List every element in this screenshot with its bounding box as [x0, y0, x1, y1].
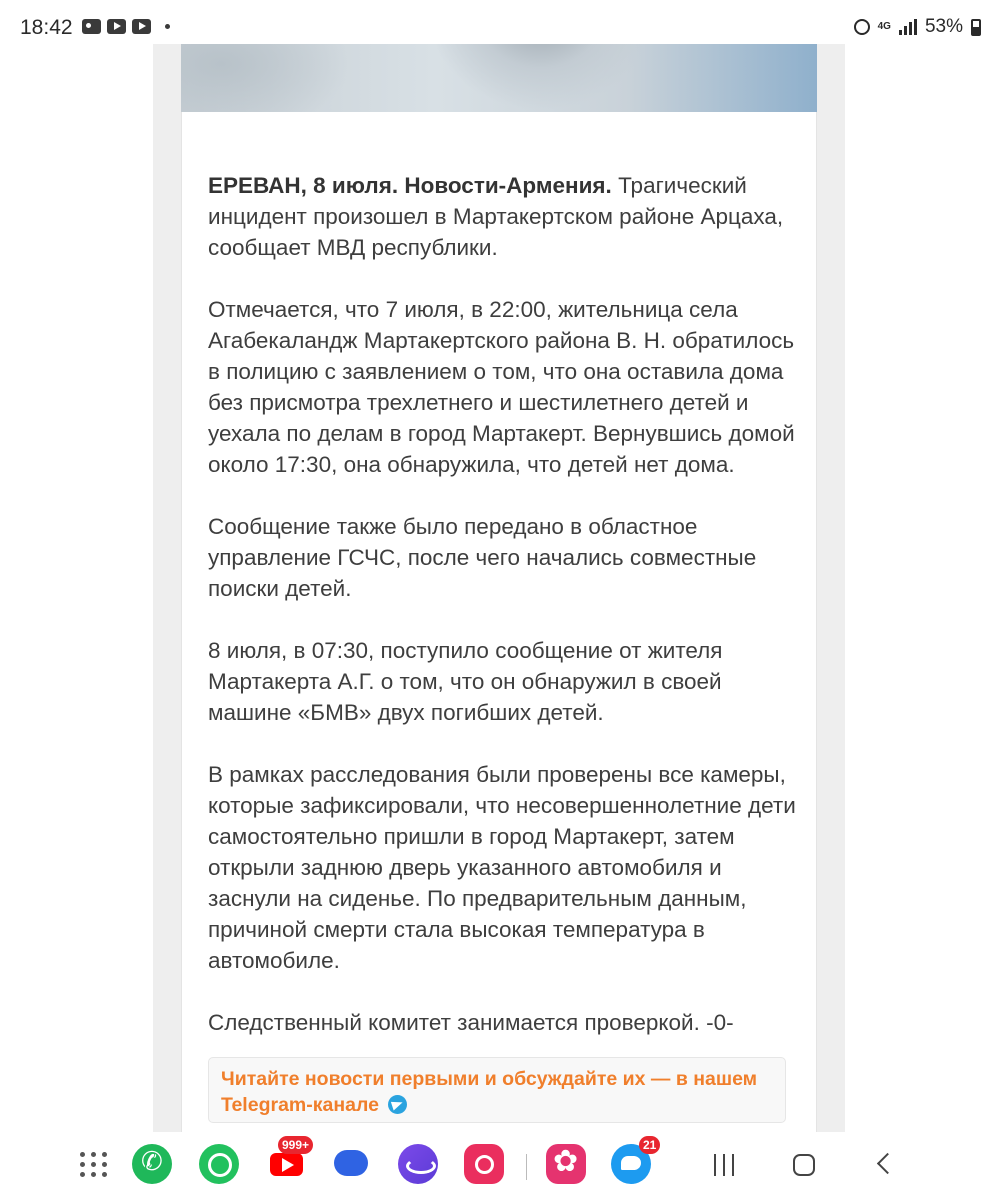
camera-icon[interactable]: [464, 1144, 504, 1184]
twitter-icon[interactable]: [611, 1138, 657, 1184]
left-gutter: [153, 44, 181, 1132]
taskbar-divider: [526, 1154, 527, 1180]
telegram-promo-link[interactable]: [208, 1057, 786, 1123]
article-paragraph: Отмечается, что 7 июля, в 22:00, жительница села Агабекаландж Мартакертского района В. Н. обратилось в полицию с заявлением о том, что она оставила дома без присмотра трехлетнего и шестилетнего детей и уехала по делам в город Мартакерт. Вернувшись домой около 17:30, она обнаружила, что детей нет дома.: [208, 297, 795, 477]
article-hero-image: [181, 44, 817, 112]
notification-icons: [82, 19, 170, 34]
youtube-badge: 999+: [278, 1136, 313, 1154]
recents-icon[interactable]: [714, 1154, 734, 1176]
youtube-icon: [107, 19, 126, 34]
image-icon: [82, 19, 101, 34]
back-icon[interactable]: [877, 1153, 898, 1174]
article-dateline: ЕРЕВАН, 8 июля. Новости-Армения.: [208, 173, 612, 198]
app-grid-icon[interactable]: [72, 1144, 112, 1184]
gallery-icon[interactable]: [546, 1144, 586, 1184]
whatsapp-icon[interactable]: [199, 1144, 239, 1184]
battery-icon: [971, 19, 981, 36]
telegram-icon: [388, 1095, 407, 1114]
youtube-icon[interactable]: [266, 1138, 310, 1184]
network-4g-icon: 4G: [877, 21, 891, 32]
telegram-promo-text: Читайте новости первыми и обсуждайте их — в нашем Telegram-канале: [221, 1068, 758, 1116]
samsung-internet-icon[interactable]: [398, 1144, 438, 1184]
article-lead: [208, 170, 798, 263]
taskbar: [0, 1132, 999, 1200]
youtube-icon: [132, 19, 151, 34]
phone-icon[interactable]: [132, 1144, 172, 1184]
more-notifications-dot-icon: [165, 24, 170, 29]
article-paragraph: В рамках расследования были проверены все камеры, которые зафиксировали, что несовершеннолетние дети самостоятельно пришли в город Мартакерт, затем открыли заднюю дверь указанного автомобиля и заснули на сиденье. По предварительным данным, причиной смерти стала высокая температура в автомобиле.: [208, 762, 796, 973]
home-icon[interactable]: [793, 1154, 815, 1176]
battery-percent: 53%: [924, 16, 963, 37]
messages-icon[interactable]: [331, 1144, 371, 1184]
twitter-badge: 21: [639, 1136, 660, 1154]
article-lead-text: Трагический инцидент произошел в Мартакертском районе Арцаха, сообщает МВД республики.: [208, 173, 784, 260]
article-paragraph: Следственный комитет занимается проверкой. -0-: [208, 1010, 734, 1035]
signal-icon: [899, 19, 917, 35]
right-gutter: [817, 44, 845, 1132]
article-body: [208, 170, 798, 1069]
article-paragraph: 8 июля, в 07:30, поступило сообщение от жителя Мартакерта А.Г. о том, что он обнаружил в своей машине «БМВ» двух погибших детей.: [208, 638, 723, 725]
alarm-icon: [854, 19, 870, 35]
article-paragraph: Сообщение также было передано в областное управление ГСЧС, после чего начались совместные поиски детей.: [208, 514, 757, 601]
status-time: 18:42: [20, 16, 73, 39]
status-icons: [854, 16, 981, 38]
